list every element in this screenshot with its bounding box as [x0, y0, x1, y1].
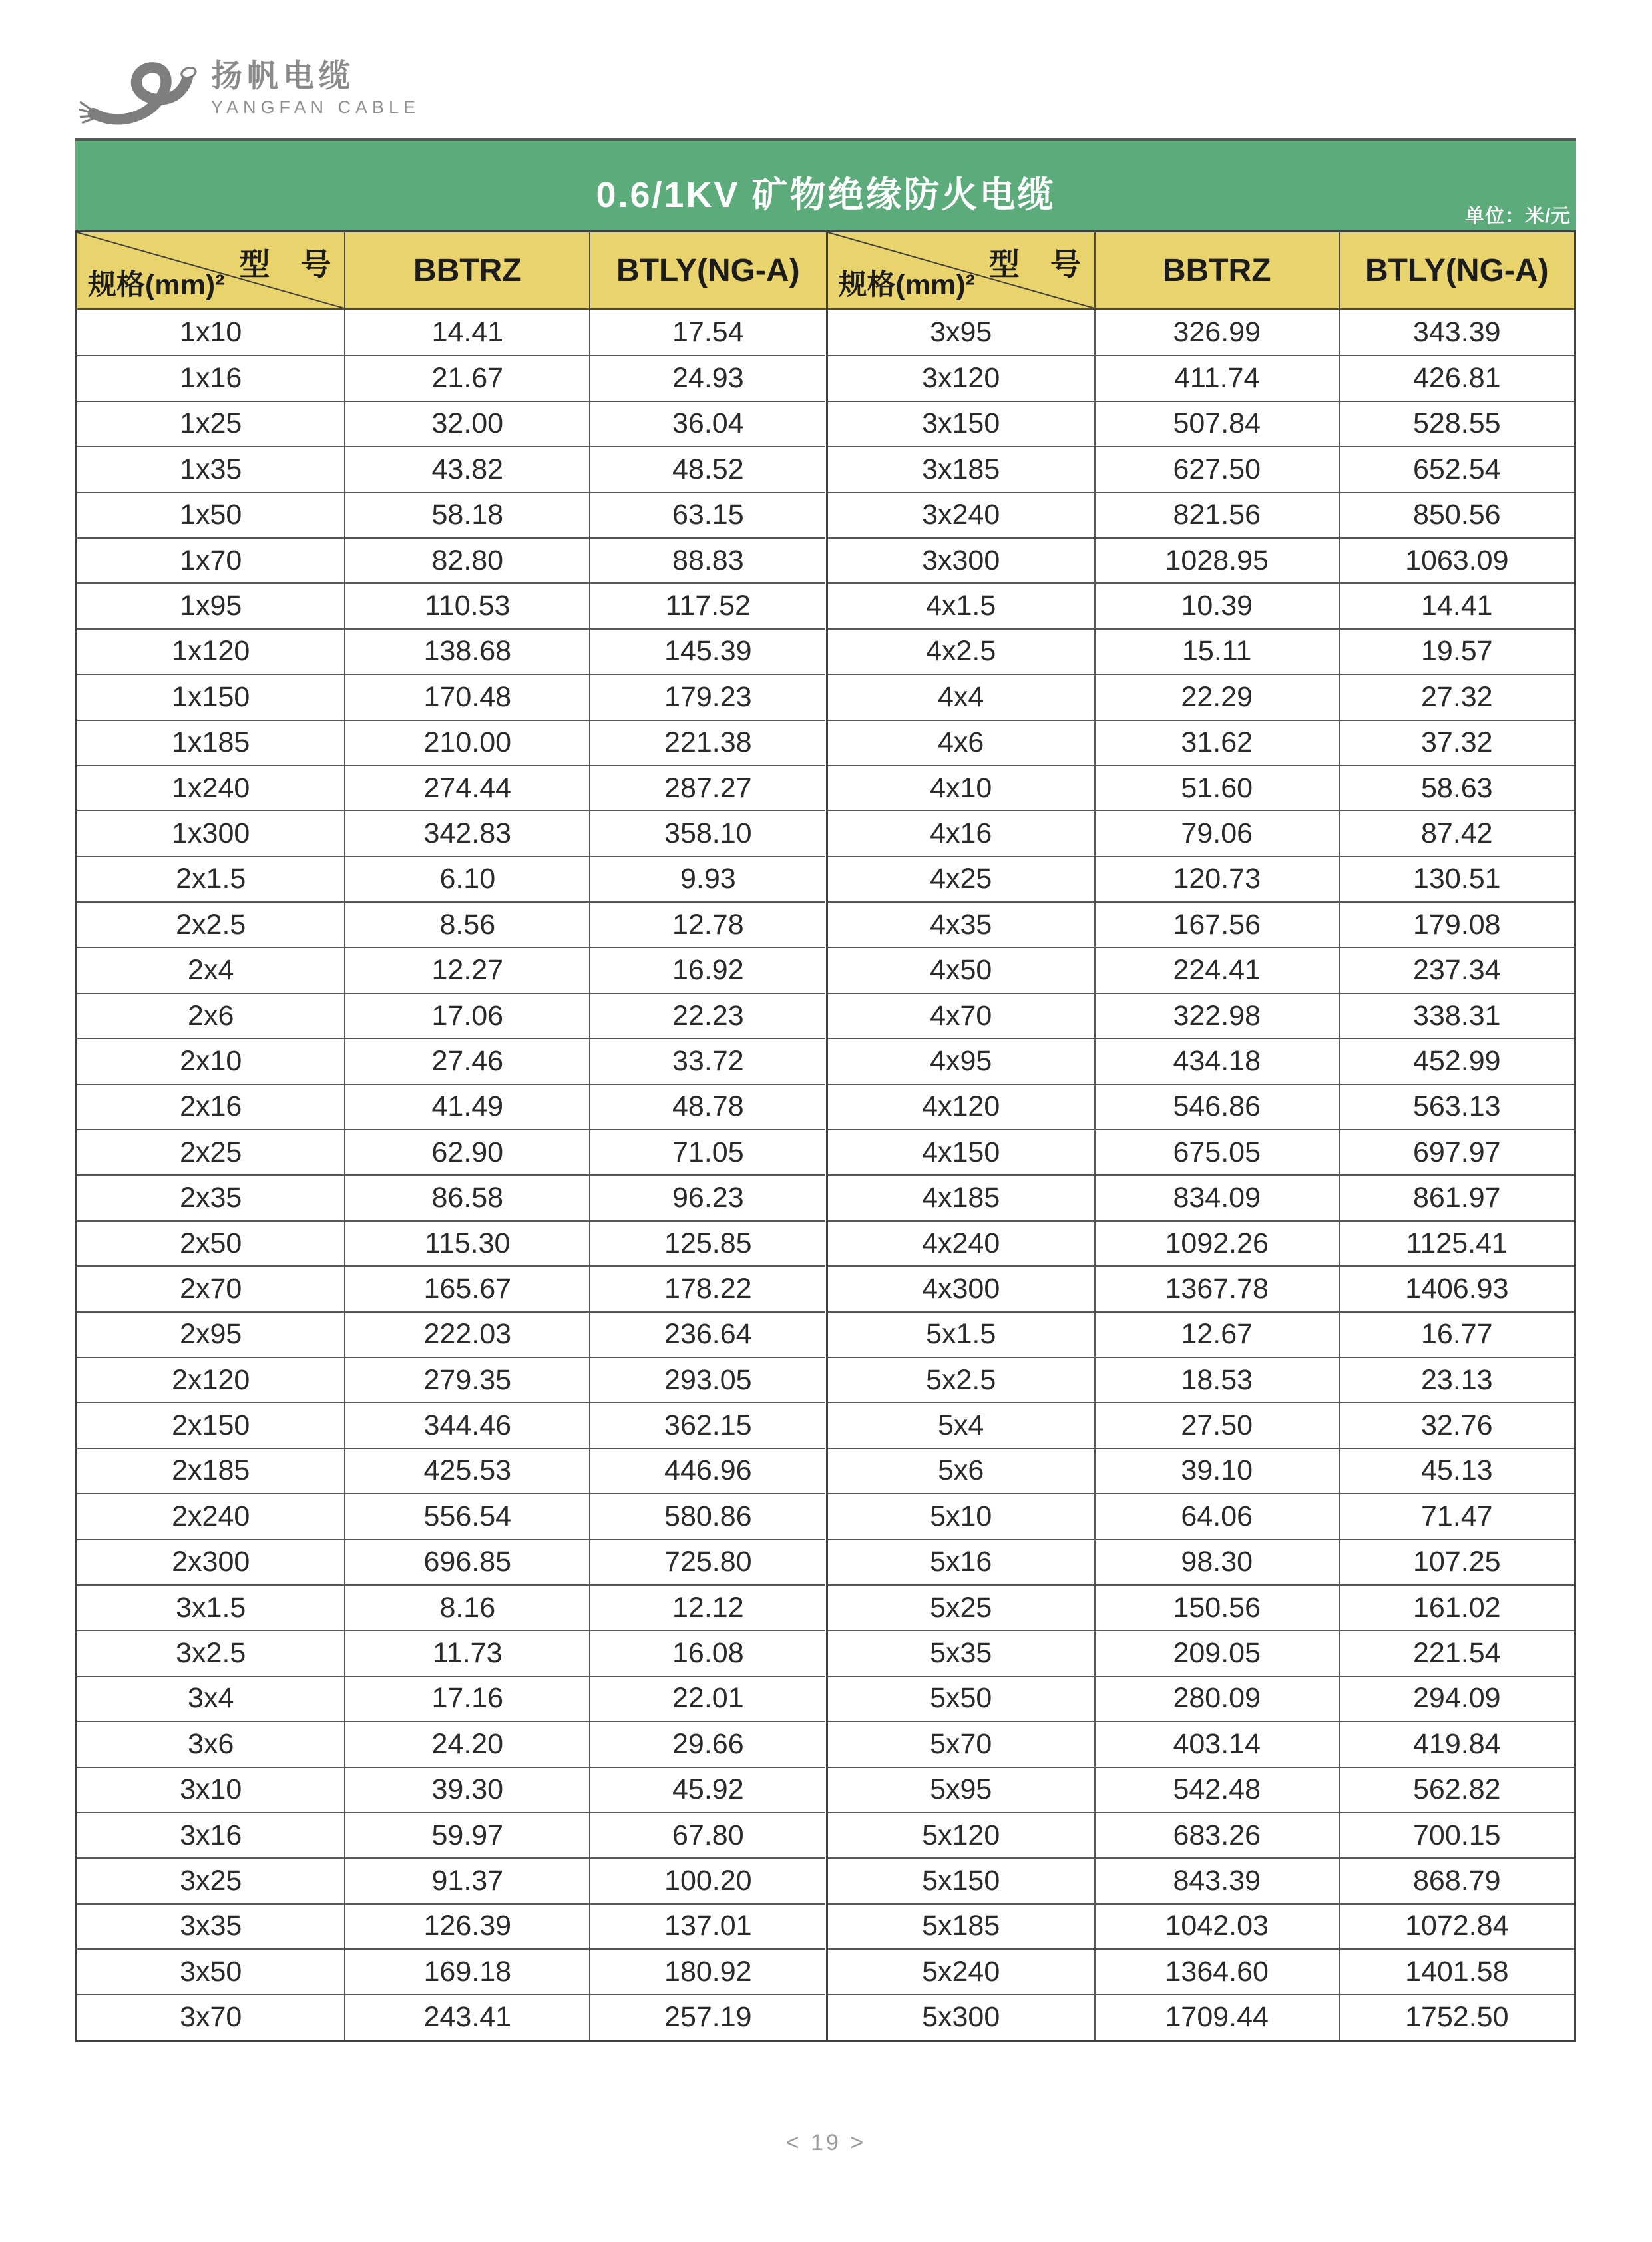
spec-cell: 5x1.5	[828, 1311, 1094, 1357]
spec-cell: 2x2.5	[77, 901, 344, 947]
spec-cell: 4x300	[828, 1265, 1094, 1311]
spec-cell: 3x6	[77, 1721, 344, 1766]
price-cell: 43.82	[344, 446, 589, 491]
spec-label: 规格(mm)²	[88, 269, 225, 301]
spec-cell: 2x300	[77, 1539, 344, 1584]
price-cell: 170.48	[344, 674, 589, 719]
price-cell: 528.55	[1339, 401, 1574, 446]
price-cell: 115.30	[344, 1220, 589, 1265]
price-cell: 98.30	[1094, 1539, 1339, 1584]
spec-cell: 3x300	[828, 537, 1094, 582]
price-cell: 18.53	[1094, 1357, 1339, 1402]
price-cell: 17.54	[589, 310, 825, 355]
price-cell: 179.23	[589, 674, 825, 719]
model-label: 型 号	[988, 247, 1081, 282]
price-cell: 257.19	[589, 1994, 825, 2039]
table-left-body	[77, 310, 826, 2040]
price-cell: 22.01	[589, 1676, 825, 1721]
price-cell: 1042.03	[1094, 1903, 1339, 1948]
spec-cell: 4x240	[828, 1220, 1094, 1265]
logo	[79, 48, 420, 128]
spec-cell: 1x10	[180, 316, 242, 348]
spec-cell: 3x4	[77, 1676, 344, 1721]
spec-cell: 3x70	[77, 1994, 344, 2039]
price-cell: 86.58	[344, 1174, 589, 1220]
price-cell: 45.13	[1339, 1448, 1574, 1493]
price-cell: 87.42	[1339, 810, 1574, 855]
spec-cell: 2x1.5	[77, 856, 344, 901]
price-cell: 546.86	[1094, 1084, 1339, 1129]
price-cell: 39.30	[344, 1767, 589, 1812]
price-cell: 403.14	[1094, 1721, 1339, 1766]
price-cell: 14.41	[344, 310, 589, 355]
spec-cell: 1x185	[77, 720, 344, 765]
spec-cell: 4x6	[828, 720, 1094, 765]
spec-cell: 4x4	[828, 674, 1094, 719]
price-cell: 137.01	[589, 1903, 825, 1948]
price-cell: 29.66	[589, 1721, 825, 1766]
price-cell: 161.02	[1339, 1584, 1574, 1630]
price-cell: 342.83	[344, 810, 589, 855]
price-cell: 91.37	[344, 1857, 589, 1903]
bbtrz-header: BBTRZ	[344, 232, 589, 308]
spec-cell: 4x50	[828, 947, 1094, 992]
price-cell: 1072.84	[1339, 1903, 1574, 1948]
spec-cell: 2x50	[77, 1220, 344, 1265]
price-cell: 563.13	[1339, 1084, 1574, 1129]
price-cell: 627.50	[1094, 446, 1339, 491]
price-cell: 221.54	[1339, 1630, 1574, 1675]
spec-cell: 3x1.5	[77, 1584, 344, 1630]
price-cell: 67.80	[589, 1812, 825, 1857]
price-cell: 32.00	[344, 401, 589, 446]
price-cell: 16.08	[589, 1630, 825, 1675]
price-cell: 71.47	[1339, 1493, 1574, 1538]
price-cell: 27.50	[1094, 1402, 1339, 1447]
table-right-header	[828, 232, 1575, 310]
spec-cell: 5x120	[828, 1812, 1094, 1857]
price-cell: 1367.78	[1094, 1265, 1339, 1311]
spec-cell: 4x2.5	[828, 628, 1094, 674]
price-cell: 419.84	[1339, 1721, 1574, 1766]
spec-cell: 3x240	[828, 492, 1094, 537]
price-cell: 210.00	[344, 720, 589, 765]
price-cell: 59.97	[344, 1812, 589, 1857]
price-cell: 821.56	[1094, 492, 1339, 537]
price-cell: 71.05	[589, 1129, 825, 1174]
price-cell: 675.05	[1094, 1129, 1339, 1174]
logo-cn: 扬帆电缆	[211, 58, 355, 93]
price-cell: 843.39	[1094, 1857, 1339, 1903]
spec-cell: 2x185	[77, 1448, 344, 1493]
price-cell: 27.46	[344, 1038, 589, 1083]
price-cell: 126.39	[344, 1903, 589, 1948]
price-cell: 697.97	[1339, 1129, 1574, 1174]
price-cell: 700.15	[1339, 1812, 1574, 1857]
spec-cell: 4x70	[828, 993, 1094, 1038]
spec-cell: 2x6	[77, 993, 344, 1038]
price-cell: 287.27	[589, 765, 825, 810]
price-cell: 1709.44	[1094, 1994, 1339, 2039]
spec-cell: 3x95	[930, 316, 992, 348]
price-cell: 1401.58	[1339, 1948, 1574, 1994]
price-cell: 62.90	[344, 1129, 589, 1174]
price-cell: 178.22	[589, 1265, 825, 1311]
spec-label: 规格(mm)²	[838, 269, 975, 301]
price-cell: 27.32	[1339, 674, 1574, 719]
price-cell: 165.67	[344, 1265, 589, 1311]
price-cell: 652.54	[1339, 446, 1574, 491]
spec-cell: 4x1.5	[828, 582, 1094, 628]
table-left-half	[77, 232, 826, 2040]
price-cell: 452.99	[1339, 1038, 1574, 1083]
price-cell: 33.72	[589, 1038, 825, 1083]
spec-cell: 5x95	[828, 1767, 1094, 1812]
spec-cell: 2x16	[77, 1084, 344, 1129]
price-cell: 12.67	[1094, 1311, 1339, 1357]
spec-cell: 1x70	[77, 537, 344, 582]
spec-cell: 1x25	[77, 401, 344, 446]
spec-cell: 5x6	[828, 1448, 1094, 1493]
price-cell: 868.79	[1339, 1857, 1574, 1903]
price-cell: 279.35	[344, 1357, 589, 1402]
spec-cell: 5x150	[828, 1857, 1094, 1903]
spec-cell: 1x300	[77, 810, 344, 855]
price-cell: 222.03	[344, 1311, 589, 1357]
price-cell: 107.25	[1339, 1539, 1574, 1584]
spec-cell: 1x16	[77, 355, 344, 400]
price-cell: 1752.50	[1339, 1994, 1574, 2039]
price-cell: 130.51	[1339, 856, 1574, 901]
price-cell: 326.99	[1094, 310, 1339, 355]
price-cell: 24.93	[589, 355, 825, 400]
price-cell: 48.78	[589, 1084, 825, 1129]
price-cell: 8.56	[344, 901, 589, 947]
price-cell: 274.44	[344, 765, 589, 810]
spec-cell: 5x50	[828, 1676, 1094, 1721]
price-cell: 16.77	[1339, 1311, 1574, 1357]
bbtrz-header: BBTRZ	[1094, 232, 1339, 308]
price-cell: 434.18	[1094, 1038, 1339, 1083]
table-left-header	[77, 232, 826, 310]
price-cell: 446.96	[589, 1448, 825, 1493]
spec-cell: 1x150	[77, 674, 344, 719]
price-cell: 79.06	[1094, 810, 1339, 855]
spec-cell: 3x35	[77, 1903, 344, 1948]
spec-cell: 1x240	[77, 765, 344, 810]
price-cell: 179.08	[1339, 901, 1574, 947]
price-cell: 63.15	[589, 492, 825, 537]
spec-cell: 3x50	[77, 1948, 344, 1994]
price-cell: 343.39	[1339, 310, 1574, 355]
spec-cell: 1x120	[77, 628, 344, 674]
price-cell: 237.34	[1339, 947, 1574, 992]
price-cell: 32.76	[1339, 1402, 1574, 1447]
price-cell: 48.52	[589, 446, 825, 491]
spec-cell: 5x70	[828, 1721, 1094, 1766]
price-cell: 51.60	[1094, 765, 1339, 810]
price-cell: 45.92	[589, 1767, 825, 1812]
price-cell: 120.73	[1094, 856, 1339, 901]
price-cell: 696.85	[344, 1539, 589, 1584]
price-cell: 41.49	[344, 1084, 589, 1129]
price-cell: 861.97	[1339, 1174, 1574, 1220]
title-bar	[75, 138, 1576, 230]
price-cell: 15.11	[1094, 628, 1339, 674]
btly-header: BTLY(NG-A)	[589, 232, 825, 308]
unit-label: 单位：米/元	[1464, 206, 1571, 227]
spec-cell: 5x35	[828, 1630, 1094, 1675]
price-cell: 31.62	[1094, 720, 1339, 765]
spec-cell: 5x240	[828, 1948, 1094, 1994]
page-number: < 19 >	[785, 2130, 867, 2155]
spec-cell: 4x25	[828, 856, 1094, 901]
btly-header: BTLY(NG-A)	[1339, 232, 1574, 308]
price-cell: 1028.95	[1094, 537, 1339, 582]
price-cell: 426.81	[1339, 355, 1574, 400]
price-cell: 1364.60	[1094, 1948, 1339, 1994]
price-cell: 169.18	[344, 1948, 589, 1994]
table-right-body	[828, 310, 1575, 2040]
price-cell: 344.46	[344, 1402, 589, 1447]
price-cell: 100.20	[589, 1857, 825, 1903]
price-cell: 358.10	[589, 810, 825, 855]
table-right-half	[826, 232, 1575, 2040]
spec-cell: 2x95	[77, 1311, 344, 1357]
spec-cell: 4x10	[828, 765, 1094, 810]
spec-cell: 2x10	[77, 1038, 344, 1083]
price-cell: 110.53	[344, 582, 589, 628]
price-cell: 542.48	[1094, 1767, 1339, 1812]
price-cell: 9.93	[589, 856, 825, 901]
price-cell: 96.23	[589, 1174, 825, 1220]
price-cell: 58.63	[1339, 765, 1574, 810]
spec-cell: 2x35	[77, 1174, 344, 1220]
price-cell: 21.67	[344, 355, 589, 400]
price-cell: 23.13	[1339, 1357, 1574, 1402]
price-cell: 834.09	[1094, 1174, 1339, 1220]
price-cell: 362.15	[589, 1402, 825, 1447]
spec-cell: 3x10	[77, 1767, 344, 1812]
price-cell: 236.64	[589, 1311, 825, 1357]
price-cell: 1406.93	[1339, 1265, 1574, 1311]
model-label: 型 号	[239, 247, 331, 282]
price-cell: 88.83	[589, 537, 825, 582]
price-cell: 180.92	[589, 1948, 825, 1994]
spec-cell: 2x70	[77, 1265, 344, 1311]
price-cell: 411.74	[1094, 355, 1339, 400]
price-cell: 425.53	[344, 1448, 589, 1493]
price-cell: 17.16	[344, 1676, 589, 1721]
price-cell: 293.05	[589, 1357, 825, 1402]
price-cell: 167.56	[1094, 901, 1339, 947]
spec-cell: 3x16	[77, 1812, 344, 1857]
spec-cell: 5x25	[828, 1584, 1094, 1630]
spec-cell: 5x16	[828, 1539, 1094, 1584]
price-cell: 10.39	[1094, 582, 1339, 628]
price-cell: 117.52	[589, 582, 825, 628]
spec-cell: 1x35	[77, 446, 344, 491]
spec-cell: 1x95	[77, 582, 344, 628]
price-cell: 209.05	[1094, 1630, 1339, 1675]
page-title: 0.6/1KV 矿物绝缘防火电缆	[596, 175, 1056, 215]
spec-cell: 4x95	[828, 1038, 1094, 1083]
price-table	[75, 230, 1576, 2042]
price-cell: 39.10	[1094, 1448, 1339, 1493]
price-cell: 507.84	[1094, 401, 1339, 446]
spec-cell: 3x150	[828, 401, 1094, 446]
price-cell: 64.06	[1094, 1493, 1339, 1538]
price-cell: 294.09	[1339, 1676, 1574, 1721]
spec-cell: 4x185	[828, 1174, 1094, 1220]
price-cell: 322.98	[1094, 993, 1339, 1038]
spec-cell: 2x120	[77, 1357, 344, 1402]
price-cell: 8.16	[344, 1584, 589, 1630]
spec-cell: 3x2.5	[77, 1630, 344, 1675]
price-cell: 580.86	[589, 1493, 825, 1538]
price-cell: 1092.26	[1094, 1220, 1339, 1265]
price-cell: 150.56	[1094, 1584, 1339, 1630]
price-cell: 36.04	[589, 401, 825, 446]
price-cell: 280.09	[1094, 1676, 1339, 1721]
price-cell: 17.06	[344, 993, 589, 1038]
price-cell: 22.29	[1094, 674, 1339, 719]
spec-cell: 2x4	[77, 947, 344, 992]
price-cell: 16.92	[589, 947, 825, 992]
price-cell: 145.39	[589, 628, 825, 674]
price-cell: 221.38	[589, 720, 825, 765]
price-cell: 12.27	[344, 947, 589, 992]
price-cell: 58.18	[344, 492, 589, 537]
price-cell: 37.32	[1339, 720, 1574, 765]
spec-cell: 4x16	[828, 810, 1094, 855]
logo-en: YANGFAN CABLE	[211, 97, 421, 117]
price-cell: 562.82	[1339, 1767, 1574, 1812]
spec-cell: 5x10	[828, 1493, 1094, 1538]
spec-cell: 5x4	[828, 1402, 1094, 1447]
price-cell: 556.54	[344, 1493, 589, 1538]
price-cell: 725.80	[589, 1539, 825, 1584]
price-cell: 243.41	[344, 1994, 589, 2039]
spec-cell: 4x150	[828, 1129, 1094, 1174]
spec-cell: 2x25	[77, 1129, 344, 1174]
price-cell: 12.12	[589, 1584, 825, 1630]
price-cell: 19.57	[1339, 628, 1574, 674]
price-cell: 6.10	[344, 856, 589, 901]
spec-cell: 2x150	[77, 1402, 344, 1447]
spec-cell: 5x185	[828, 1903, 1094, 1948]
price-cell: 683.26	[1094, 1812, 1339, 1857]
price-cell: 1063.09	[1339, 537, 1574, 582]
price-cell: 338.31	[1339, 993, 1574, 1038]
price-cell: 24.20	[344, 1721, 589, 1766]
spec-model-header-cell	[828, 232, 1094, 308]
spec-cell: 3x25	[77, 1857, 344, 1903]
spec-cell: 5x2.5	[828, 1357, 1094, 1402]
price-cell: 22.23	[589, 993, 825, 1038]
price-cell: 138.68	[344, 628, 589, 674]
spec-cell: 1x50	[77, 492, 344, 537]
spec-cell: 3x120	[828, 355, 1094, 400]
spec-cell: 2x240	[77, 1493, 344, 1538]
price-cell: 1125.41	[1339, 1220, 1574, 1265]
spec-cell: 3x185	[828, 446, 1094, 491]
logo-text	[211, 57, 420, 118]
price-cell: 14.41	[1339, 582, 1574, 628]
price-cell: 125.85	[589, 1220, 825, 1265]
spec-cell: 4x120	[828, 1084, 1094, 1129]
cable-icon	[79, 48, 202, 128]
price-cell: 82.80	[344, 537, 589, 582]
price-cell: 11.73	[344, 1630, 589, 1675]
spec-cell: 5x300	[828, 1994, 1094, 2039]
price-cell: 12.78	[589, 901, 825, 947]
price-cell: 850.56	[1339, 492, 1574, 537]
spec-cell: 4x35	[828, 901, 1094, 947]
price-cell: 224.41	[1094, 947, 1339, 992]
spec-model-header-cell	[77, 232, 344, 308]
